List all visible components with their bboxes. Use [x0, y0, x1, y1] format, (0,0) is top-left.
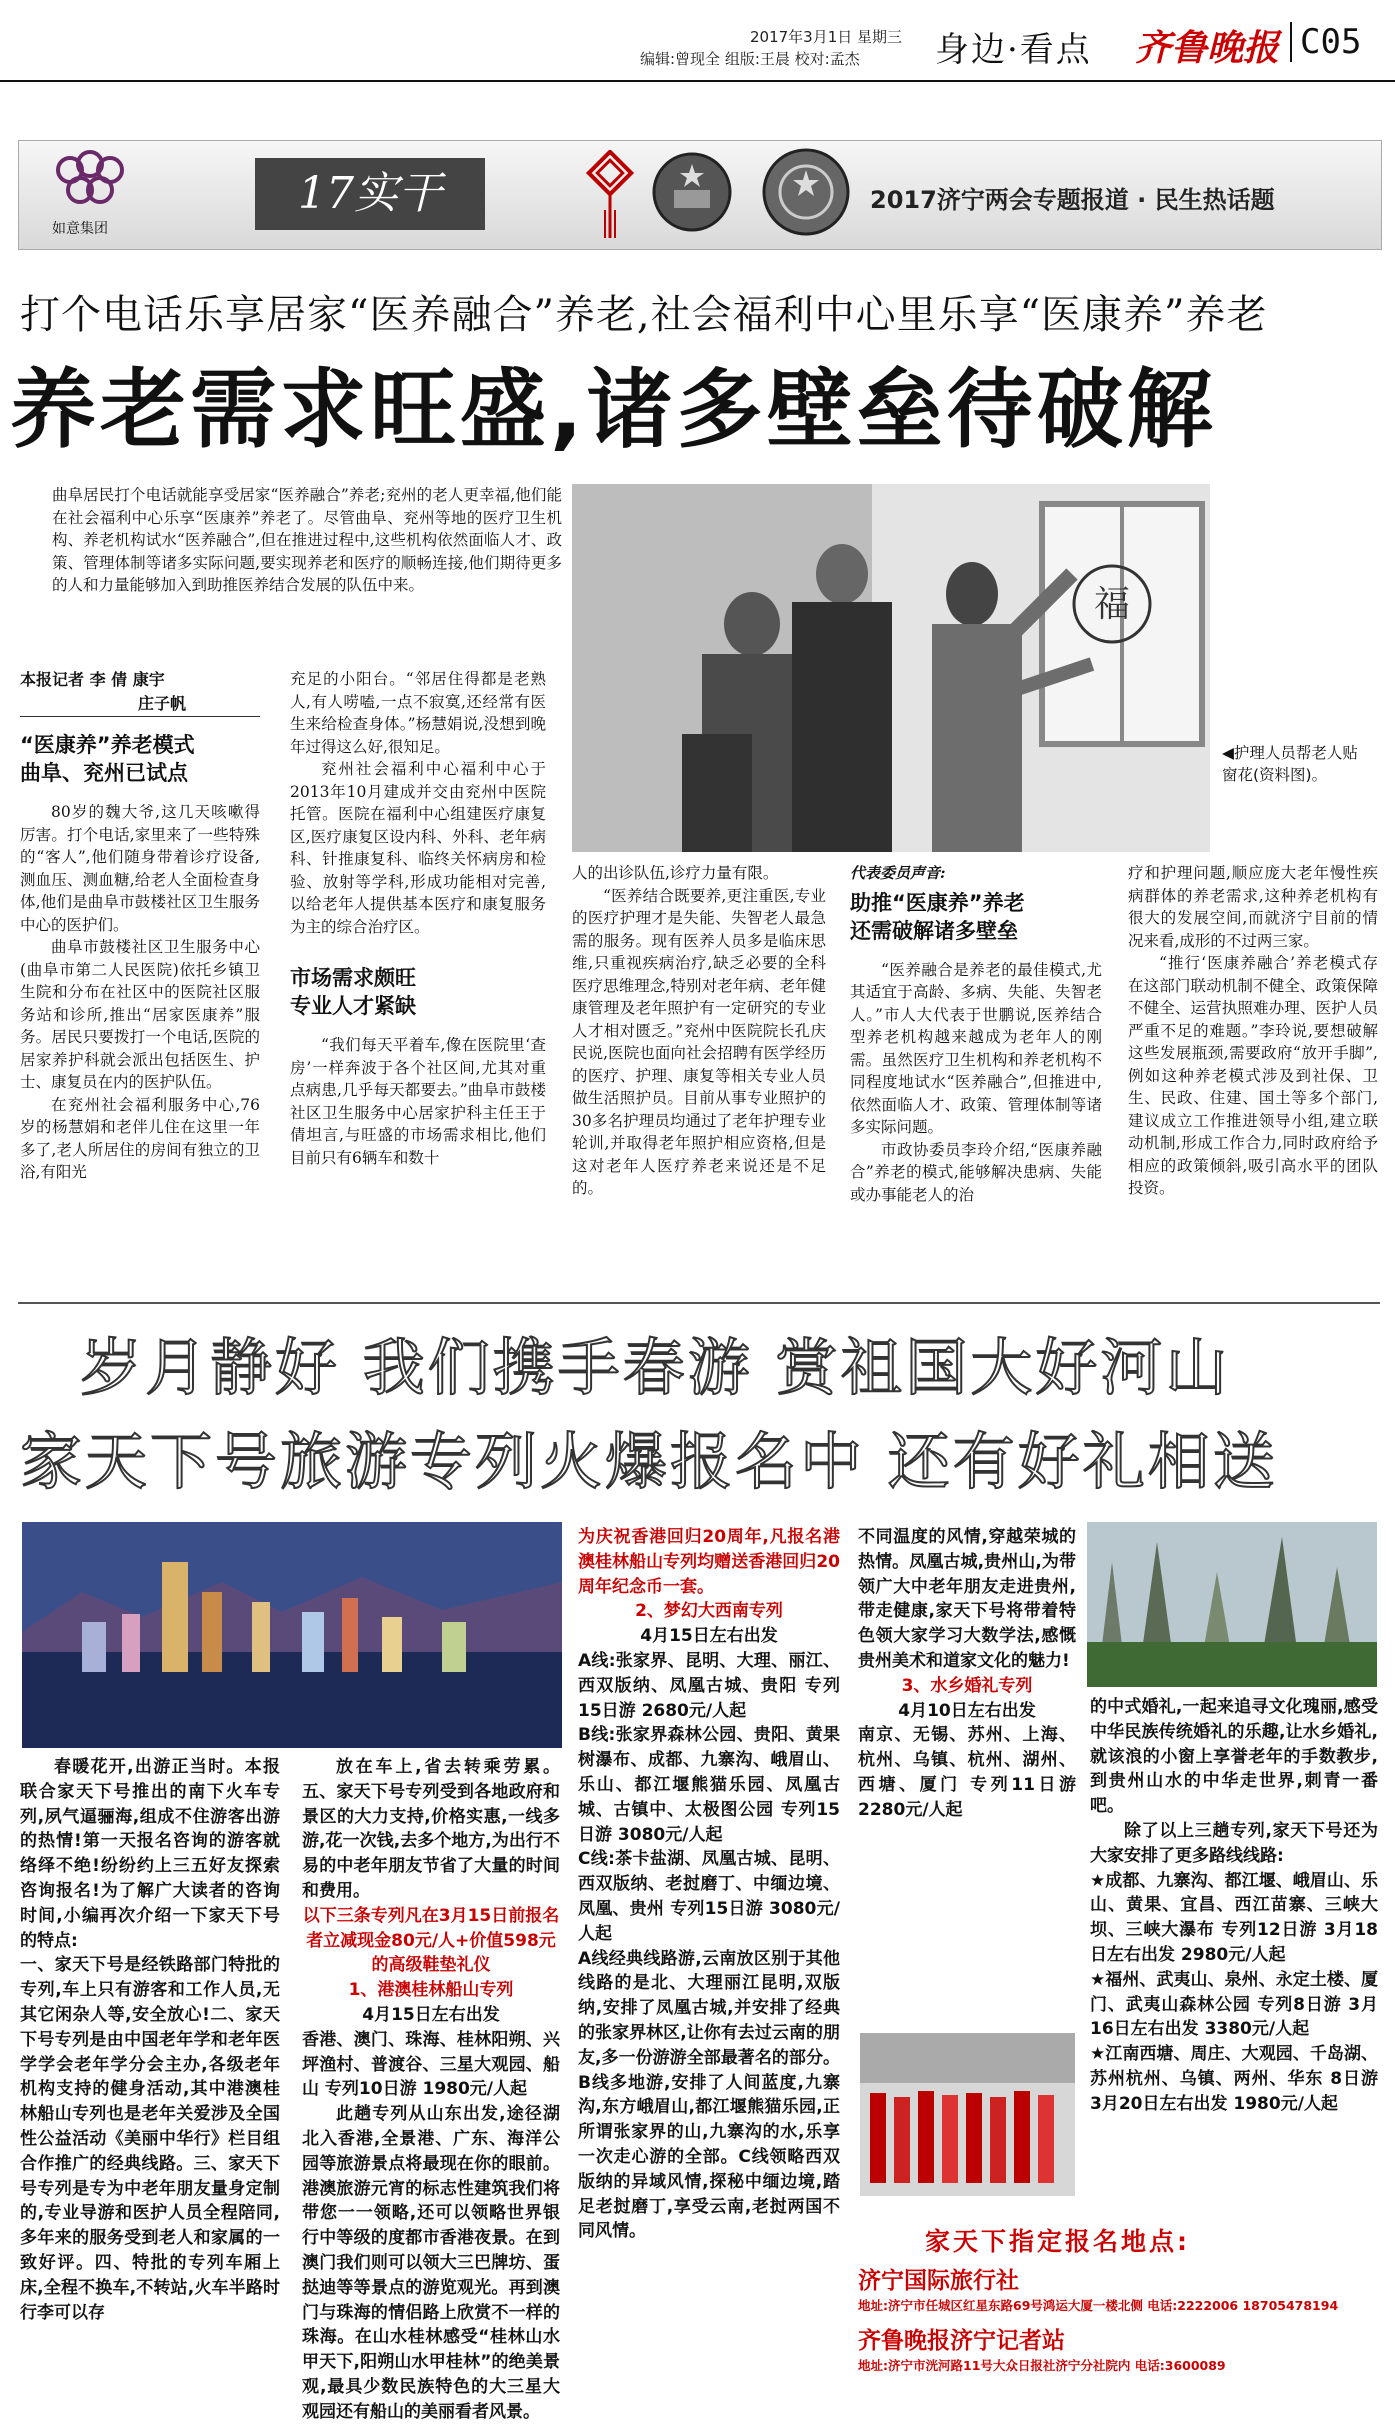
article-lede	[52, 484, 562, 597]
agency-1-address: 地址:济宁市任城区红星东路69号鸿运大厦一楼北侧 电话:2222006 18705478194	[858, 2298, 1339, 2313]
paragraph: “医养融合是养老的最佳模式,尤其适宜于高龄、多病、失能、失智老人。”市人大代表于世鹏说,医养结合型养老机构越来越成为老年人的刚需。虽然医疗卫生机构和养老机构不同程度地试水“医养融合”,但推进中,依然面临人才、政策、管理体制等诸多实际问题。	[850, 960, 1102, 1136]
representatives-tag: 代表委员声音:	[850, 864, 946, 882]
paragraph: 在兖州社会福利服务中心,76岁的杨慧娟和老伴儿住在这里一年多了,老人所居住的房间有独立的卫浴,有阳光	[20, 1095, 260, 1181]
section-heading-barriers: 助推“医康养”养老 还需破解诸多壁垒	[850, 890, 1025, 943]
byline-reporters: 本报记者 李 倩 康宇	[20, 670, 165, 689]
route-2-date: 4月15日左右出发	[640, 1626, 778, 1647]
section-divider	[18, 1302, 1380, 1304]
ad-paragraph: 的中式婚礼,一起来追寻文化瑰丽,感受中华民族传统婚礼的乐趣,让水乡婚礼,就该浪的小窗上享誉老年的手数教步,到贵州山水的中华走世界,刺青一番吧。	[1090, 1697, 1378, 1817]
route-2-details: A线:张家界、昆明、大理、丽江、西双版纳、凤凰古城、贵阳 专列15日游 2680元/人起 B线:张家界森林公园、贵阳、黄果树瀑布、成都、九寨沟、峨眉山、乐山、都江堰熊猫乐园、凤凰古城、古镇中、太极图公园 专列15日游 3080元/人起 C线:茶卡盐湖、凤凰古城、昆明、西双版纳、老挝磨丁、中缅边境、凤凰、贵州 专列15日游 3080元/人起 A线经典线路游,云南放区别于其他线路的是北、大理丽江昆明,双版纳,安排了凤凰古城,并安排了经典的张家界林区,让你有去过云南的朋友,多一份游游全部最著名的部分。B线多地游,安排了人间蓝度,九寨沟,东方峨眉山,都江堰熊猫乐园,正所谓张家界的山,九寨沟的水,乐享一次走心游的全部。C线领略西双版纳的异域风情,探秘中缅边境,踏足老挝磨丁,享受云南,老挝两国不同风情。	[578, 1650, 840, 2242]
shigan-badge: 17实干	[255, 158, 485, 230]
section-title: 身边·看点	[935, 30, 1092, 70]
zhangjiajie-mountain-photo	[1087, 1522, 1377, 1687]
byline-reporter-2: 庄子帆	[20, 692, 260, 717]
cppcc-emblem-icon	[760, 146, 852, 238]
route-1-title: 1、港澳桂林船山专列	[348, 1980, 514, 2001]
paragraph: 疗和护理问题,顺应庞大老年慢性疾病群体的养老需求,这种养老机构有很大的发展空间,而就济宁目前的情况来看,成形的不过两三家。	[1128, 864, 1378, 950]
ad-column-2	[302, 1755, 560, 2425]
section-heading-market: 市场需求颇旺 专业人才紧缺	[290, 966, 416, 1018]
page-number: C05	[1290, 22, 1361, 62]
issue-date: 2017年3月1日 星期三	[750, 28, 903, 46]
staff-credits: 编辑:曾现全 组版:王晨 校对:孟杰	[640, 50, 860, 68]
paragraph: 80岁的魏大爷,这几天咳嗽得厉害。打个电话,家里来了一些特殊的“客人”,他们随身带着诊疗设备,测血压、测血糖,给老人全面检查身体,他们是曲阜市鼓楼社区卫生服务中心的医护们。	[20, 803, 260, 934]
header-rule	[0, 80, 1395, 82]
ad-headline-2: 家天下号旅游专列火爆报名中 还有好礼相送	[20, 1425, 1278, 1498]
banner-title: 2017济宁两会专题报道 · 民生热话题	[870, 186, 1275, 214]
article-column-4	[850, 862, 1102, 1206]
ad-column-5	[1090, 1695, 1378, 2117]
national-emblem-icon	[650, 150, 734, 234]
paragraph: “医养结合既要养,更注重医,专业的医疗护理才是失能、失智老人最急需的服务。现有医养人员多是临床思维,只重视疾病治疗,缺乏必要的全科医疗思维理念,特别对老年病、老年健康管理及老年照护有一定研究的专业人才相对匮乏。”兖州中医院院长孔庆民说,医院也面向社会招聘有医学经历的医疗、护理、康复等相关专业人员做生活照护员。目前从事专业照护的30多名护理员均通过了老年护理专业轮训,并取得老年照护相应资格,但是这对老年人医疗养老来说还是不足的。	[572, 886, 826, 1197]
route-1-details: 香港、澳门、珠海、桂林阳朔、兴坪渔村、普渡谷、三星大观园、船山 专列10日游 1980元/人起	[302, 2029, 560, 2100]
ad-paragraph: 除了以上三趟专列,家天下号还为大家安排了更多路线线路:	[1090, 1820, 1378, 1866]
agency-2-name: 齐鲁晚报济宁记者站	[858, 2328, 1065, 2354]
sponsor-name: 如意集团	[52, 221, 108, 237]
route-4-details: ★成都、九寨沟、都江堰、峨眉山、乐山、黄果、宜昌、西江苗寨、三峡大坝、三峡大瀑布 专列12日游 3月18日左右出发 2980元/人起	[1090, 1870, 1378, 1965]
route-5-details: ★福州、武夷山、泉州、永定土楼、厦门、武夷山森林公园 专列8日游 3月16日左右出发 3380元/人起	[1090, 1969, 1378, 2040]
route-3-title: 3、水乡婚礼专列	[901, 1675, 1033, 1696]
chinese-knot-icon	[575, 150, 645, 240]
article-column-1	[20, 668, 260, 1184]
window-paper-cut-text: 福	[1093, 584, 1131, 625]
elderly-care-photo	[572, 484, 1210, 852]
ad-paragraph: 不同温度的风情,穿越荣城的热情。凤凰古城,贵州山,为带领广大中老年朋友走进贵州,带走健康,家天下号将带着特色领大家学习大数学法,感慨贵州美术和道家文化的魅力!	[858, 1527, 1076, 1671]
ad-promo: 以下三条专列凡在3月15日前报名者立减现金80元/人+价值598元的高级鞋垫礼仪	[302, 1905, 560, 1976]
ruyi-logo-icon	[50, 150, 130, 210]
ad-paragraph: 放在车上,省去转乘劳累。五、家天下号专列受到各地政府和景区的大力支持,价格实惠,一线多游,花一次钱,去多个地方,为出行不易的中老年朋友节省了大量的时间和费用。	[302, 1757, 560, 1901]
section-heading-pilot: “医康养”养老模式 曲阜、兖州已试点	[20, 733, 195, 785]
agency-2-address: 地址:济宁市洸河路11号大众日报社济宁分社院内 电话:3600089	[858, 2358, 1226, 2373]
paragraph: “我们每天平着车,像在医院里‘查房’一样奔波于各个社区间,尤其对重点病患,几乎每天都要去。”曲阜市鼓楼社区卫生服务中心居家护科主任王于倩坦言,与旺盛的市场需求相比,他们目前只有6辆车和数十	[290, 1036, 546, 1167]
ad-hk-anniversary-promo: 为庆祝香港回归20周年,凡报名港澳桂林船山专列均赠送香港回归20周年纪念币一套。	[578, 1527, 840, 1597]
contact-title: 家天下指定报名地点:	[925, 2227, 1190, 2256]
ad-column-1: 春暖花开,出游正当时。本报联合家天下号推出的南下火车专列,夙气逼骊海,组成不住游客出游的热情!第一天报名咨询的游客就络绎不绝!纷纷约上三五好友探索咨询报名!为了解广大读者的咨询时间,小编再次介绍一下家天下号的特点: 一、家天下号是经铁路部门特批的专列,车上只有游客和工作人员,无其它闲杂人等,安全放心!二、家天下号专列是由中国老年学和老年医学学会老年学分会主办,各级老年机构支持的健身活动,其中港澳桂林船山专列也是老年关爱涉及全国性公益活动《美丽中华行》栏目组合作推广的经典线路。三、家天下号专列是专为中老年朋友量身定制的,专业导游和医护人员全程陪同,多年来的服务受到老人和家属的一致好评。四、特批的专列车厢上床,全程不换车,不转站,火车半路时行李可以存	[20, 1757, 280, 2323]
article-column-3	[572, 862, 826, 1200]
paragraph: 曲阜市鼓楼社区卫生服务中心(曲阜市第二人民医院)依托乡镇卫生院和分布在社区中的医院社区服务站和诊所,推出“居家医康养”服务。居民只要拨打一个电话,医院的居家养护科就会派出包括医生、护士、康复员在内的医护队伍。	[20, 938, 260, 1091]
paragraph: 市政协委员李玲介绍,“医康养融合”养老的模式,能够解决患病、失能或办事能老人的治	[850, 1140, 1102, 1204]
route-3-date: 4月10日左右出发	[898, 1700, 1036, 1721]
route-6-details: ★江南西塘、周庄、大观园、千岛湖、苏州杭州、乌镇、两州、华东 8日游 3月20日左右出发 1980元/人起	[1090, 2044, 1378, 2114]
photo-caption: ◀护理人员帮老人贴窗花(资料图)。	[1222, 744, 1358, 784]
paragraph: 兖州社会福利中心福利中心于2013年10月建成并交由兖州中医院托管。医院在福利中心组建医疗康复区,医疗康复区设内科、外科、老年病科、针推康复科、临终关怀病房和检验、放射等学科,形成功能相对完善,以给老年人提供基本医疗和康复服务为主的综合治疗区。	[290, 760, 546, 936]
newspaper-logo: 齐鲁晚报	[1135, 27, 1280, 69]
paragraph: 充足的小阳台。“邻居住得都是老熟人,有人唠嗑,一点不寂寞,还经常有医生来给检查身体。”杨慧娟说,没想到晚年过得这么好,很知足。	[290, 670, 546, 756]
article-subheadline: 打个电话乐享居家“医养融合”养老,社会福利中心里乐享“医康养”养老	[20, 292, 1268, 338]
hong-kong-skyline-photo	[22, 1522, 562, 1748]
ad-paragraph: 此趟专列从山东出发,途径湖北入香港,全景港、广东、海洋公园等旅游景点将最现在你的眼前。港澳旅游元宵的标志性建筑我们将带您一一领略,还可以领略世界银行中等级的度都市香港夜景。在到澳门我们则可以领大三巴牌坊、蛋挞迪等等景点的游览观光。再到澳门与珠海的情侣路上欣赏不一样的珠海。在山水桂林感受“桂林山水甲天下,阳朔山水甲桂林”的绝美景观,最具少数民族特色的大三星大观园还有船山的美丽看者风景。	[302, 2104, 560, 2422]
paragraph: 人的出诊队伍,诊疗力量有限。	[572, 864, 779, 882]
ad-column-4	[858, 1525, 1076, 1823]
article-headline: 养老需求旺盛,诸多壁垒待破解	[10, 360, 1217, 460]
agency-1-name: 济宁国际旅行社	[858, 2268, 1019, 2294]
route-2-title: 2、梦幻大西南专列	[635, 1601, 783, 1622]
route-1-date: 4月15日左右出发	[362, 2004, 500, 2025]
ad-headline-1: 岁月静好 我们携手春游 赏祖国大好河山	[80, 1331, 1231, 1404]
article-column-2	[290, 668, 546, 1169]
article-column-5	[1128, 862, 1378, 1200]
ad-column-3	[578, 1525, 840, 2244]
lede-text: 曲阜居民打个电话就能享受居家“医养融合”养老;兖州的老人更幸福,他们能在社会福利中心乐享“医康养”养老了。尽管曲阜、兖州等地的医疗卫生机构、养老机构试水“医养融合”,但在推进过程中,这些机构依然面临人才、政策、管理体制等诸多实际问题,要实现养老和医疗的顺畅连接,他们期待更多的人和力量能够加入到助推医养结合发展的队伍中来。	[52, 486, 562, 594]
paragraph: “推行‘医康养融合’养老模式存在这部门联动机制不健全、政策保障不健全、运营执照难办理、医护人员严重不足的难题。”李玲说,要想破解这些发展瓶颈,需要政府“放开手脚”,例如这种养老模式涉及到社保、卫生、民政、住建、国土等多个部门,建议成立工作推进领导小组,建立联动机制,形成工作合力,同时政府给予相应的政策倾斜,吸引高水平的团队投资。	[1128, 954, 1378, 1197]
route-3-details: 南京、无锡、苏州、上海、杭州、乌镇、杭州、湖州、西塘、厦门 专列11日游 2280元/人起	[858, 1725, 1076, 1820]
water-town-wedding-photo	[860, 2033, 1075, 2196]
